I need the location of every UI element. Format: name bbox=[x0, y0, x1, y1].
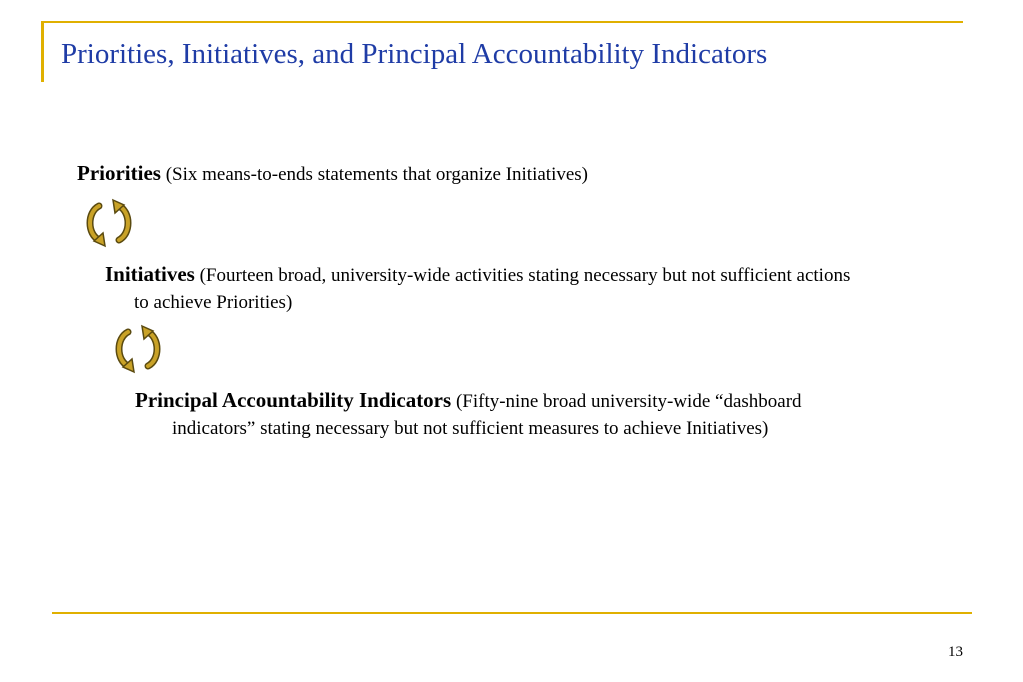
cycle-arrows-icon bbox=[82, 196, 136, 250]
priorities-description: (Six means-to-ends statements that organize Initiatives) bbox=[165, 164, 589, 185]
left-accent-line bbox=[41, 21, 44, 82]
principal-accountability-indicators-item bbox=[135, 387, 872, 442]
slide-title: Priorities, Initiatives, and Principal Accountability Indicators bbox=[61, 38, 768, 70]
page-number: 13 bbox=[948, 644, 963, 660]
priorities-heading: Priorities bbox=[77, 161, 161, 185]
bottom-accent-line bbox=[52, 612, 972, 614]
top-accent-line bbox=[41, 21, 963, 23]
principal-accountability-indicators-description: (Fifty-nine broad university-wide “dashboard indicators” stating necessary but not sufficient measures to achieve Initiatives) bbox=[172, 391, 802, 439]
initiatives-heading: Initiatives bbox=[105, 262, 195, 286]
priorities-item bbox=[77, 160, 837, 188]
principal-accountability-indicators-heading: Principal Accountability Indicators bbox=[135, 388, 452, 412]
initiatives-item bbox=[105, 261, 864, 316]
cycle-arrows-icon bbox=[111, 322, 165, 376]
initiatives-description: (Fourteen broad, university-wide activities stating necessary but not sufficient actions to achieve Priorities) bbox=[134, 265, 851, 313]
